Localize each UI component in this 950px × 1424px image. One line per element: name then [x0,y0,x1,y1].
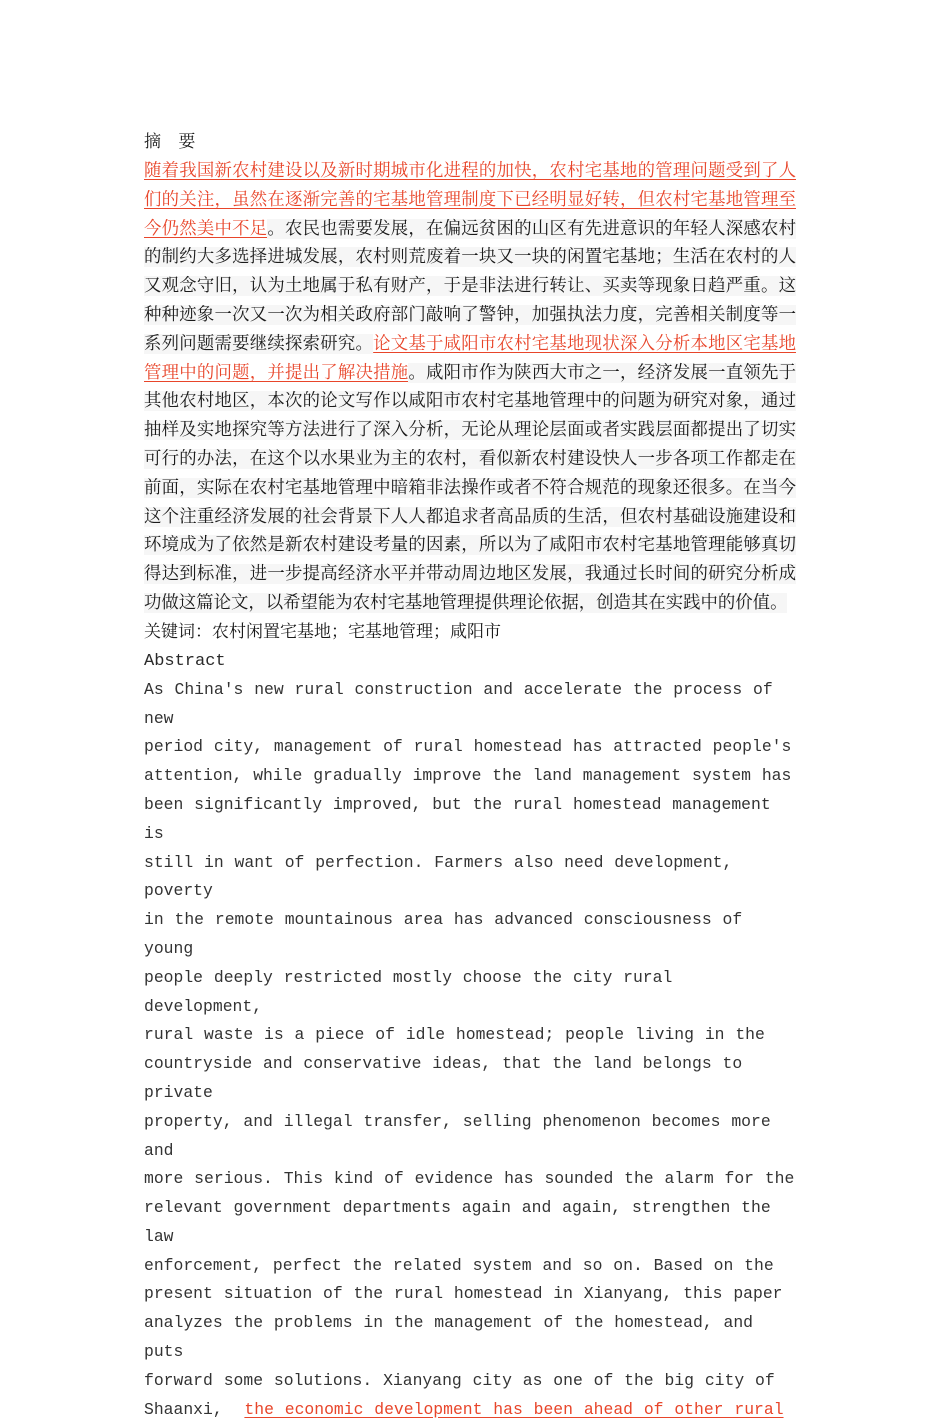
body-text-1: 。农民也需要发展，在偏远贫困的山区有先进意识的年轻人深感农村的制约大多选择进城发展，农村则荒废着一块又一块的闲置宅基地；生活在农村的人又观念守旧，认为土地属于私有财产，于是非法进行转让、买卖等现象日趋严重。这种种迹象一次又一次为相关政府部门敲响了警钟，加强执法力度，完善相关制度等一系列问题需要继续探索研究。 [144,218,796,354]
english-line: rural waste is a piece of idle homestead; people living in the [144,1025,765,1045]
english-line: still in want of perfection. Farmers also need development, poverty [144,852,733,901]
highlighted-sentence-1: 随着我国新农村建设以及新时期城市化进程的加快，农村宅基地的管理问题受到了人们的关注，虽然在逐渐完善的宅基地管理制度下已经明显好转，但农村宅基地管理至今仍然美中不足 [144,161,796,239]
english-line: forward some solutions. Xianyang city as one of the big city of [144,1370,775,1390]
english-line: countryside and conservative ideas, that the land belongs to private [144,1054,743,1102]
english-line: period city, management of rural homestead has attracted people's [144,737,792,757]
abstract-body-cn [144,157,796,618]
english-last-line-prefix: Shaanxi, [144,1399,223,1419]
english-line: people deeply restricted mostly choose the city rural development, [144,967,673,1016]
english-line: in the remote mountainous area has advanced consciousness of young [144,910,743,958]
keywords-line: 关键词：农村闲置宅基地；宅基地管理；咸阳市 [144,621,501,642]
english-last-line [144,1396,796,1424]
english-line: relevant government departments again and again, strengthen the law [144,1198,771,1246]
english-line: enforcement, perfect the related system and so on. Based on the [144,1255,774,1275]
english-line: property, and illegal transfer, selling phenomenon becomes more and [144,1111,771,1160]
english-line: attention, while gradually improve the land management system has [144,766,792,786]
highlighted-sentence-2: 论文基于咸阳市农村宅基地现状深入分析本地区宅基地管理中的问题，并提出了解决措施 [144,333,796,383]
document-page [144,128,796,1424]
english-line: more serious. This kind of evidence has sounded the alarm for the [144,1169,795,1189]
english-line: analyzes the problems in the management of the homestead, and puts [144,1313,753,1362]
abstract-body-en [144,676,796,1424]
english-line: present situation of the rural homestead in Xianyang, this paper [144,1284,783,1304]
english-highlighted-text: the economic development has been ahead of other rural [244,1399,784,1419]
abstract-heading-cn: 摘 要 [144,132,202,152]
abstract-heading-en: Abstract [144,651,226,671]
english-line: been significantly improved, but the rural homestead management is [144,794,771,843]
body-text-2: 。咸阳市作为陕西大市之一，经济发展一直领先于其他农村地区，本次的论文写作以咸阳市农村宅基地管理中的问题为研究对象，通过抽样及实地探究等方法进行了深入分析，无论从理论层面或者实践层面都提出了切实可行的办法，在这个以水果业为主的农村，看似新农村建设快人一步各项工作都走在前面，实际在农村宅基地管理中暗箱非法操作或者不符合规范的现象还很多。在当今这个注重经济发展的社会背景下人人都追求者高品质的生活，但农村基础设施建设和环境成为了依然是新农村建设考量的因素，所以为了咸阳市农村宅基地管理能够真切得达到标准，进一步提高经济水平并带动周边地区发展，我通过长时间的研究分析成功做这篇论文，以希望能为农村宅基地管理提供理论依据，创造其在实践中的价值。 [144,362,796,613]
english-line: As China's new rural construction and accelerate the process of new [144,679,773,728]
